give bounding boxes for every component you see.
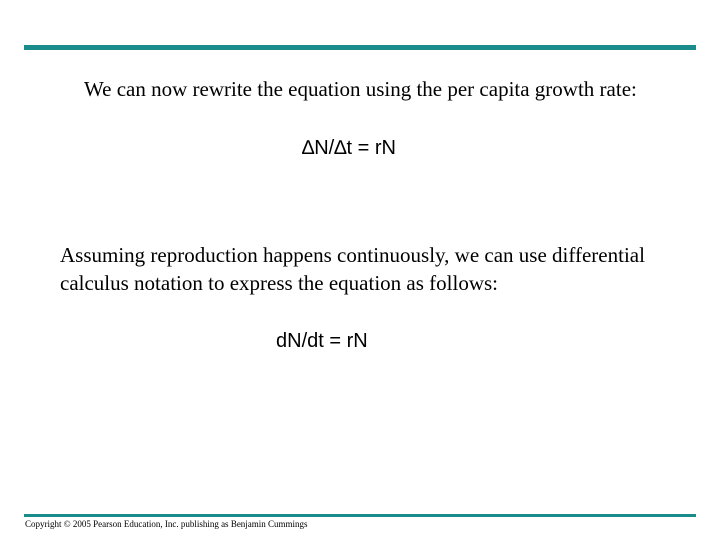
equation-discrete: ∆N/∆t = rN xyxy=(302,137,396,159)
paragraph-per-capita: We can now rewrite the equation using the per capita growth rate: xyxy=(84,77,637,101)
paragraph-continuous: Assuming reproduction happens continuously, we can use differential calculus notation to express the equation as follows: xyxy=(60,243,645,295)
bottom-divider xyxy=(24,514,696,517)
copyright-notice: Copyright © 2005 Pearson Education, Inc. publishing as Benjamin Cummings xyxy=(25,519,308,529)
equation-differential: dN/dt = rN xyxy=(276,330,368,352)
top-divider xyxy=(24,45,696,50)
